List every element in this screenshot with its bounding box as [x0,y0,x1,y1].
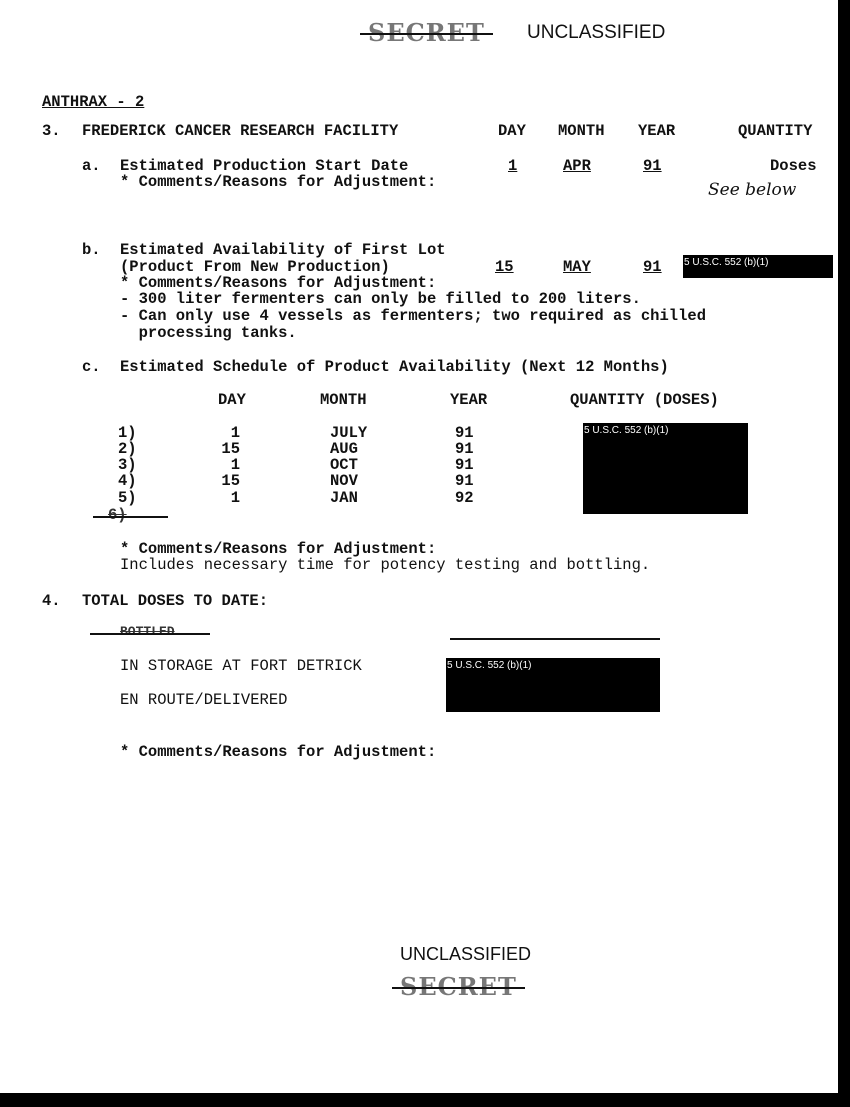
schedule-header-day: DAY [218,391,246,409]
redaction-box: 5 U.S.C. 552 (b)(1) [446,658,660,712]
row-number: 4) [118,472,137,490]
row-day: 15 [221,440,240,458]
item-c-comment-label: * Comments/Reasons for Adjustment: [120,540,437,558]
handwritten-note: See below [708,180,797,200]
item4-number: 4. [42,592,61,610]
item-a-year: 91 [643,157,662,175]
col-quantity: QUANTITY [738,122,813,140]
enroute-label: EN ROUTE/DELIVERED [120,691,288,709]
row-day: 1 [230,424,240,442]
footer-secret-stamp-struck: SECRET [400,972,517,1001]
bottled-struck: BOTTLED [120,624,175,639]
row-number: 5) [118,489,137,507]
row-number: 1) [118,424,137,442]
item-b-comment-label: * Comments/Reasons for Adjustment: [120,274,437,292]
item-c-label: Estimated Schedule of Product Availability (Next 12 Months) [120,358,669,376]
item3-number: 3. [42,122,61,140]
item4-title: TOTAL DOSES TO DATE: [82,592,269,610]
col-month: MONTH [558,122,605,140]
redaction-box: 5 U.S.C. 552 (b)(1) [583,423,748,514]
secret-stamp-struck: SECRET [368,18,485,47]
row-month: JAN [330,489,358,507]
row-year: 92 [455,489,474,507]
schedule-header-quantity: QUANTITY (DOSES) [570,391,719,409]
blank-line [450,638,660,640]
storage-label: IN STORAGE AT FORT DETRICK [120,657,362,675]
item-a-day: 1 [508,157,518,175]
row-year: 91 [455,424,474,442]
item-c-comment: Includes necessary time for potency testing and bottling. [120,556,651,574]
footer-classification: UNCLASSIFIED [400,944,532,964]
item-c-letter: c. [82,358,101,376]
schedule-header-year: YEAR [450,391,488,409]
row-year: 91 [455,456,474,474]
row-day: 1 [230,456,240,474]
scan-border-right [838,0,850,1107]
row-month: AUG [330,440,358,458]
item-b-label1: Estimated Availability of First Lot [120,241,446,259]
row-month: NOV [330,472,358,490]
item-a-label: Estimated Production Start Date [120,157,409,175]
item-a-quantity: Doses [770,157,817,175]
item-b-comment: processing tanks. [120,324,297,342]
item3-title: FREDERICK CANCER RESEARCH FACILITY [82,122,399,140]
col-year: YEAR [638,122,676,140]
item4-comment-label: * Comments/Reasons for Adjustment: [120,743,437,761]
strike-line [93,516,168,518]
section-title: ANTHRAX - 2 [42,93,145,111]
item-b-comment: - 300 liter fermenters can only be filled to 200 liters. [120,290,641,308]
item-a-month: APR [563,157,591,175]
row-day: 15 [221,472,240,490]
redaction-box: 5 U.S.C. 552 (b)(1) [683,255,833,278]
item-a-letter: a. [82,157,101,175]
item-b-year: 91 [643,258,662,276]
col-day: DAY [498,122,526,140]
strike-line [90,633,210,635]
header-classification: UNCLASSIFIED [527,22,666,43]
item-b-comment: - Can only use 4 vessels as fermenters; two required as chilled [120,307,706,325]
row-month: OCT [330,456,358,474]
scan-border-bottom [0,1093,850,1107]
row-day: 1 [230,489,240,507]
item-b-letter: b. [82,241,101,259]
struck-row-number: 6) [108,506,127,524]
item-a-comment-label: * Comments/Reasons for Adjustment: [120,173,437,191]
schedule-header-month: MONTH [320,391,367,409]
item-b-day: 15 [495,258,514,276]
row-number: 3) [118,456,137,474]
row-year: 91 [455,440,474,458]
row-number: 2) [118,440,137,458]
item-b-month: MAY [563,258,591,276]
item-b-label2: (Product From New Production) [120,258,390,276]
row-year: 91 [455,472,474,490]
row-month: JULY [330,424,368,442]
